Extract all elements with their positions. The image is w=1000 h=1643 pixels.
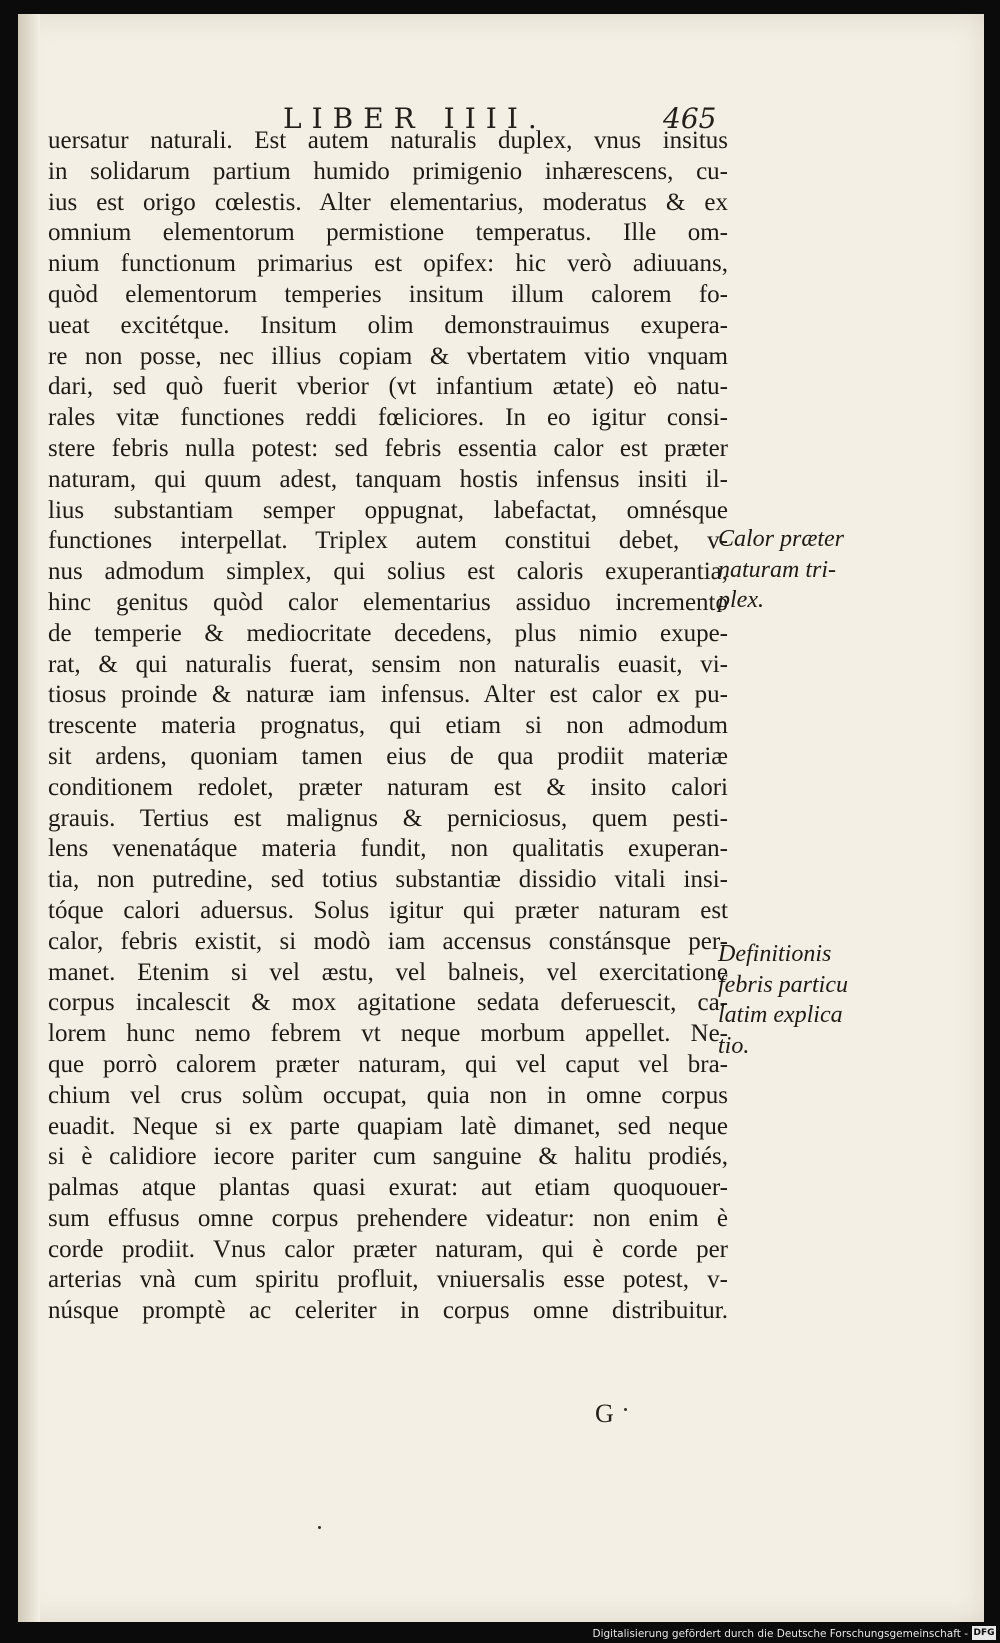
text-line: naturam, qui quum adest, tanquam hostis infensus insiti il- xyxy=(48,465,728,493)
text-line: chium vel crus solùm occupat, quia non in omne corpus xyxy=(48,1081,728,1109)
footer-bar xyxy=(0,1622,1000,1643)
text-line: in solidarum partium humido primigenio inhærescens, cu- xyxy=(48,157,728,185)
text-line: calor, febris existit, si modò iam accensus constánsque per- xyxy=(48,927,728,955)
margin-note-line: febris particu xyxy=(718,971,848,998)
text-line: arterias vnà cum spiritu profluit, vniuersalis esse potest, v- xyxy=(48,1266,728,1294)
margin-note-line: Calor præter xyxy=(718,526,845,552)
page-number: 465 xyxy=(663,102,717,135)
margin-note-calor xyxy=(718,524,868,616)
text-line: palmas atque plantas quasi exurat: aut etiam quoquouer- xyxy=(48,1174,728,1202)
text-line: lens venenatáque materia fundit, non qualitatis exuperan- xyxy=(48,835,728,863)
text-line: grauis. Tertius est malignus & perniciosus, quem pesti- xyxy=(48,804,728,832)
text-line: núsque promptè ac celeriter in corpus omne distribuitur. xyxy=(48,1297,728,1325)
text-line: corde prodiit. Vnus calor præter naturam, qui è corde per xyxy=(48,1235,728,1263)
text-line: dari, sed quò fuerit vberior (vt infantium ætate) eò natu- xyxy=(48,373,728,401)
ink-speck xyxy=(318,1526,321,1529)
text-line: trescente materia prognatus, qui etiam si non admodum xyxy=(48,712,728,740)
text-line: lius substantiam semper oppugnat, labefactat, omnésque xyxy=(48,496,728,524)
text-line: tóque calori aduersus. Solus igitur qui præter naturam est xyxy=(48,896,728,924)
text-line: corpus incalescit & mox agitatione sedata deferuescit, ca- xyxy=(48,989,728,1017)
margin-note-line: naturam tri- xyxy=(718,556,837,583)
signature-mark: G xyxy=(595,1399,614,1428)
text-line: de temperie & mediocritate decedens, plus nimio exupe- xyxy=(48,619,728,647)
text-line: sit ardens, quoniam tamen eius de qua prodiit materiæ xyxy=(48,742,728,770)
text-line: euadit. Neque si ex parte quapiam latè dimanet, sed neque xyxy=(48,1112,728,1140)
margin-note-definitionis xyxy=(718,939,868,1061)
dfg-logo: DFG xyxy=(973,1628,995,1638)
page-gutter-shadow xyxy=(18,14,40,1622)
text-line: omnium elementorum permistione temperatus. Ille om- xyxy=(48,219,728,247)
text-line: tia, non putredine, sed totius substantiæ dissidio vitali insi- xyxy=(48,866,728,894)
text-line: si è calidiore iecore pariter cum sanguine & halitu prodiés, xyxy=(48,1143,728,1171)
text-line: sum effusus omne corpus prehendere videatur: non enim è xyxy=(48,1204,728,1232)
text-line: rales vitæ functiones reddi fœliciores. In eo igitur consi- xyxy=(48,404,728,432)
text-line: re non posse, nec illius copiam & vbertatem vitio vnquam xyxy=(48,342,728,370)
margin-note-line: Definitionis xyxy=(718,941,832,967)
text-line: stere febris nulla potest: sed febris essentia calor est præter xyxy=(48,434,728,462)
text-line: tiosus proinde & naturæ iam infensus. Alter est calor ex pu- xyxy=(48,681,728,709)
text-line: nium functionum primarius est opifex: hic verò adiuuans, xyxy=(48,250,728,278)
text-line: rat, & qui naturalis fuerat, sensim non naturalis euasit, vi- xyxy=(48,650,728,678)
text-line: conditionem redolet, præter naturam est & insito calori xyxy=(48,773,728,801)
text-line: lorem hunc nemo febrem vt neque morbum appellet. Ne- xyxy=(48,1020,728,1048)
main-text-block xyxy=(48,126,728,1327)
text-line: manet. Etenim si vel æstu, vel balneis, vel exercitatione xyxy=(48,958,728,986)
text-line: nus admodum simplex, qui solius est caloris exuperantia, xyxy=(48,558,728,586)
margin-note-line: latim explica xyxy=(718,1002,843,1028)
running-head: LIBER IIII. xyxy=(283,102,547,135)
margin-note-line: plex. xyxy=(718,587,764,613)
text-line: quòd elementorum temperies insitum illum calorem fo- xyxy=(48,280,728,308)
book-page xyxy=(18,14,984,1622)
ink-speck xyxy=(624,1408,627,1411)
text-line: functiones interpellat. Triplex autem constitui debet, v- xyxy=(48,527,728,555)
text-line: ius est origo cœlestis. Alter elementarius, moderatus & ex xyxy=(48,188,728,216)
margin-note-line: tio. xyxy=(718,1032,750,1059)
text-line: hinc genitus quòd calor elementarius assiduo incremento xyxy=(48,588,728,616)
funding-credit: Digitalisierung gefördert durch die Deutsche Forschungsgemeinschaft - xyxy=(592,1628,968,1640)
text-line: que porrò calorem præter naturam, qui vel caput vel bra- xyxy=(48,1050,728,1078)
text-line: ueat excitétque. Insitum olim demonstrauimus exupera- xyxy=(48,311,728,339)
text-line: uersatur naturali. Est autem naturalis duplex, vnus insitus xyxy=(48,127,728,154)
